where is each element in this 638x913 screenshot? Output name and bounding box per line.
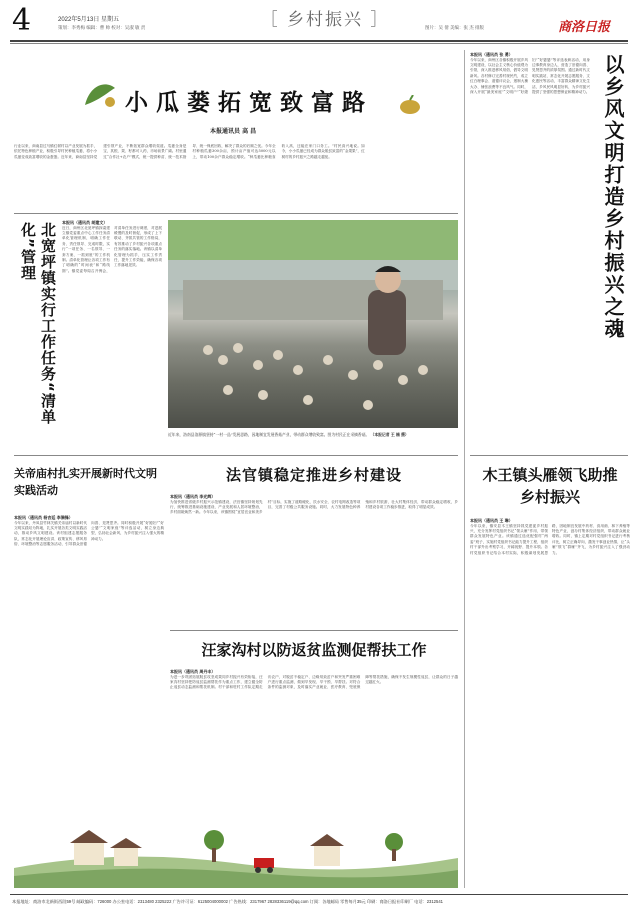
right1-text-block — [470, 52, 590, 447]
beiguan-text-block — [62, 220, 162, 450]
fuguan-title: 法官镇稳定推进乡村建设 — [225, 466, 402, 484]
photo-caption-text: 近年来，洛南县洛源镇坚持“一村一品”发展思路，因地制宜发展香菇产业，带动群众增收致富。图为村民正在采摘香菇。 — [168, 432, 370, 437]
section-title: ［ 乡村振兴 ］ — [260, 10, 390, 30]
right2-title: 木王镇头雁领飞助推乡村振兴 — [482, 466, 618, 506]
right-column-rule — [464, 50, 465, 888]
page-number: 4 — [12, 3, 32, 38]
guandi-article — [14, 465, 164, 813]
lead-byline: 本报通讯员 高 昌 — [210, 128, 257, 135]
wangjia-article — [170, 635, 458, 815]
divider-wangjia — [170, 630, 458, 631]
divider-right — [470, 455, 628, 456]
guandi-byline: 本报讯（通讯员 杨吉廷 李满锋） — [14, 515, 73, 520]
photo — [168, 220, 458, 428]
fuguan-article — [170, 460, 458, 625]
divider-lead — [14, 213, 458, 214]
right2-body: 今年以来，镇安县木王镇坚持抓党建促乡村振兴，充分发挥村党组织书记“领头雁”作用，带领群众发展特色产业。该镇通过选优配强村“两委”班子，实施村党组织书记能力提升工程，组织村干部外出考察学习，开阔视野、提升本领。各村党组织书记结合本村实际，积极谋划发展思路，因地制宜发展中药材、食用菌、林下养殖等特色产业，创办村集体经济组织，带动群众就业增收。同时，镇上定期对村党组织书记进行考核评比，树立正确导向，激发干事创业热情，让“头雁”领飞“群雁”齐飞，为乡村振兴注入了强劲动力。 — [470, 523, 630, 555]
wangjia-title: 汪家沟村以防返贫监测促帮扶工作 — [201, 641, 427, 659]
masthead-rule — [10, 40, 628, 42]
beiguan-byline: 本报讯（通讯员 胡建文） — [62, 220, 108, 225]
guandi-title: 关帝庙村扎实开展新时代文明实践活动 — [14, 467, 157, 497]
wangjia-byline: 本报讯（通讯员 周丹丰） — [170, 669, 216, 674]
staff-line: 策划：李秀梅 编辑：曹 帅 校对：吴淑 敏 责 — [58, 25, 146, 30]
masthead-rule-thin — [10, 43, 628, 44]
footer-text: 本报地址：商洛市北新街西段59号 邮政编码：726000 办公室电话：2313480 2325222 广告许可证：6125004000002 广告热线：2317967 2828336119@qq.com 订阅：各地邮局 零售每月35元 印刷：商洛日报社印刷厂 电话：2312541 — [12, 899, 443, 904]
paper-logo: 商洛日报 — [558, 20, 611, 35]
footer-rule — [10, 894, 628, 895]
beiguan-title: 北宽坪镇实行工作任务“清单化”管理 — [19, 222, 57, 425]
village-illustration — [14, 818, 458, 888]
lead-title: 小 瓜 蒌 拓 宽 致 富 路 — [125, 90, 366, 116]
melon-fruit-icon — [395, 95, 425, 115]
right2-byline: 本报讯（通讯员 王 琳） — [470, 518, 513, 523]
beiguan-body: 近日，商州区北宽坪镇探索建立镇党委重点中心工作任务清单化管理机制，明确工作任务、责任领导、完成时限，实行“一项任务、一名领导、一套方案、一抓到底”的工作机制。清单化管理让各项工作有了明确的“时间表”和“路线图”。镇党委每周召开例会，对清单任务进行调度，对进展缓慢的及时督促，形成了上下联动、齐抓共管的工作格局，有效推动了乡村振兴各项重点任务的落实落地。该镇以清单化管理为抓手，压实工作责任，提升工作效能，确保各项工作落地见效。 — [62, 225, 162, 273]
divider-mid — [14, 455, 458, 456]
photo-scene — [168, 220, 458, 428]
right1-byline: 本报讯（通讯员 张 勇） — [470, 52, 513, 57]
photo-credit: （本报记者 王 楠 摄） — [370, 432, 409, 437]
fuguan-body: 为加快推进省级乡村振兴示范镇建设，法官镇坚持规划先行，统筹推进基础设施建设、产业发展和人居环境整治，乡村面貌焕然一新。今年以来，该镇围绕“宜居宜业和美乡村”目标，实施了道路硬化、饮水安全、农村电网改造等项目，完善了村级公共服务设施。同时，大力发展特色种养殖和乡村旅游，壮大村集体经济，带动群众稳定增收，乡村建设各项工作稳步推进，取得了明显成效。 — [170, 499, 458, 515]
photo-caption — [168, 432, 458, 448]
date-line: 2022年5月13日 星期五 — [58, 17, 120, 23]
fuguan-byline: 本报讯（通讯员 李光辉） — [170, 494, 216, 499]
lead-body: 行业以来，商南县过马镇红树村以产业发展为抓手，依托特色种植产业，积极引导村民种植瓜蒌，将小小瓜蒌变成致富增收的金蛋蛋。近年来，商南县坚持党建引领产业，不断拓宽群众增收渠道。瓜蒌全身是宝，其根、果、籽都可入药，市场前景广阔。村里通过“合作社+农户”模式，统一提供种苗、统一技术指导、统一保底回收，解决了群众的后顾之忧。今年全村种植瓜蒌300余亩，预计亩产值可达5000元以上，带动100余户群众稳定增收。“种瓜蒌比种粮食收入高，还能在家门口务工。”村民高兴地说。如今，小小瓜蒌已经成为群众脱贫致富的“金果果”，红树村的乡村振兴之路越走越宽。 — [14, 144, 365, 159]
staff-right: 图片：吴 倩 美编：张 杰 排版 — [425, 25, 484, 30]
melon-leaf-icon — [80, 80, 120, 110]
right1-article — [470, 52, 630, 452]
guandi-body: 今年以来，丹凤县竹林关镇关帝庙村以新时代文明实践站为阵地，扎实开展各类文明实践活动，推动乡风文明建设。该村组建志愿服务队，常态化开展理论宣讲、政策宣传、移风易俗、环境整治等志愿服务活动，引导群众崇德向善、见贤思齐。同时积极开展“好媳妇”“好公婆”“文明家庭”等评选活动，树立身边典型，弘扬社会新风，为乡村振兴注入强大的精神动力。 — [14, 520, 164, 547]
lead-title-area — [40, 70, 480, 140]
right2-article — [470, 462, 630, 882]
right1-title: 以乡风文明打造乡村振兴之魂 — [601, 54, 625, 340]
wangjia-body: 为进一步巩固拓展脱贫攻坚成果同乡村振兴有效衔接，汪家沟村坚持把防返贫监测帮扶作为重点工作，建立健全防止返贫动态监测和帮扶机制。村干部和驻村工作队定期走访农户，对脱贫不稳定户、边缘易致贫户和突发严重困难户进行重点监测，做到早发现、早干预、早帮扶。对符合条件的监测对象，及时落实产业就业、医疗教育、兜底保障等帮扶措施，确保不发生规模性返贫，让群众的日子越过越红火。 — [170, 674, 458, 690]
right1-body: 今年以来，商州区各镇积极开展乡风文明建设，以社会主义核心价值观为引领，深入推进移风易俗，倡导文明新风。各村修订完善村规民约，成立红白理事会、道德评议会，遏制大操大办、铺张浪费等不良风气。同时，深入开展“最美家庭”“文明户”“好媳妇”“好婆婆”等评选表彰活动，用身边事教育身边人，营造了崇德向善、见贤思齐的浓厚氛围。通过新时代文明实践站，常态化开展志愿服务、文化惠民等活动，丰富群众精神文化生活，乡风民风明显好转，为乡村振兴提供了坚强的思想保证和精神动力。 — [470, 57, 590, 94]
